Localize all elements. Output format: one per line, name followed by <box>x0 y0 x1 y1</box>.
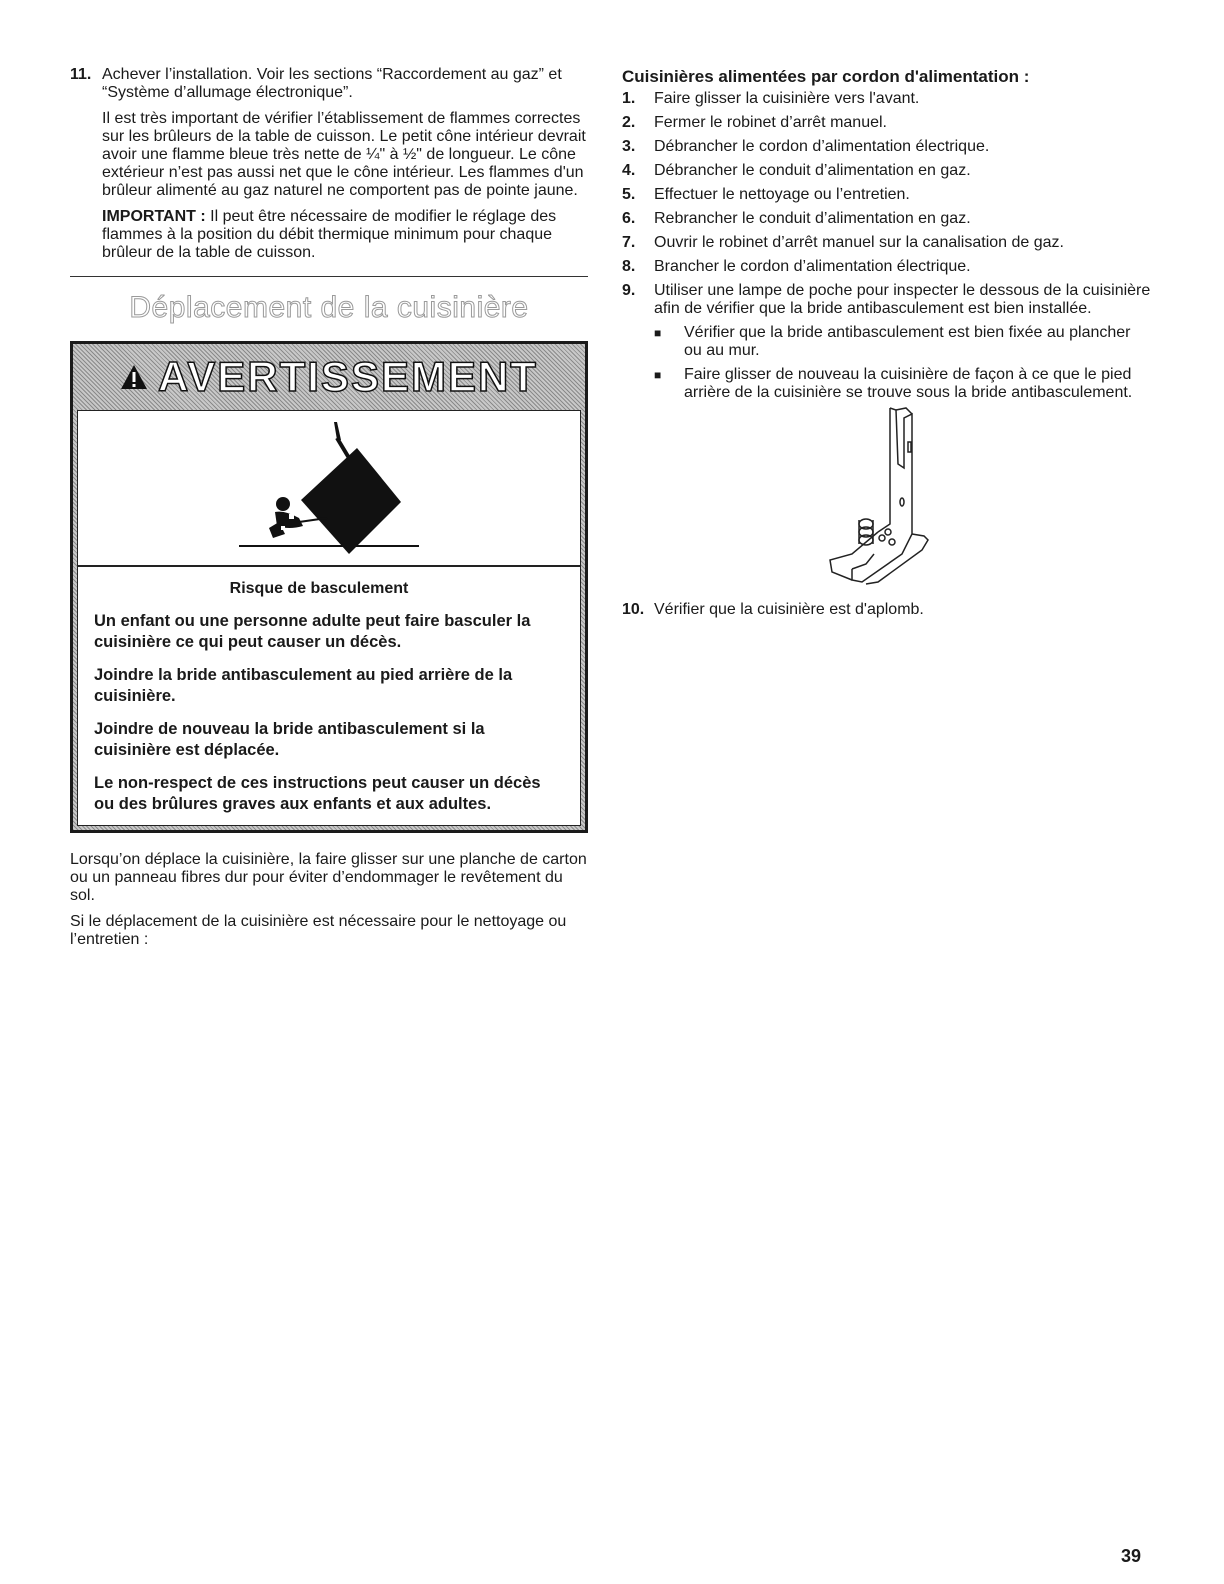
step-11 <box>70 66 588 102</box>
warning-header <box>73 344 585 410</box>
list-step <box>622 258 1152 276</box>
step-text: Achever l’installation. Voir les sections “Raccordement au gaz” et “Système d’allumage électronique”. <box>102 66 562 101</box>
step-number: 5. <box>622 186 636 203</box>
step-text: Rebrancher le conduit d’alimentation en gaz. <box>654 210 971 227</box>
step-text: Faire glisser la cuisinière vers l'avant. <box>654 90 920 107</box>
step-number: 4. <box>622 162 636 179</box>
warning-triangle-icon <box>120 364 148 390</box>
square-bullet-icon: ■ <box>654 368 662 382</box>
step-number: 9. <box>622 282 636 299</box>
step-text: Débrancher le conduit d’alimentation en gaz. <box>654 162 971 179</box>
important-paragraph <box>102 208 588 262</box>
tip-over-illustration <box>77 410 581 566</box>
bullet-text: Faire glisser de nouveau la cuisinière de façon à ce que le pied arrière de la cuisinière se trouve sous la bride antibasculement. <box>684 366 1133 401</box>
warning-header-text: AVERTISSEMENT <box>158 353 538 400</box>
cleaning-paragraph: Si le déplacement de la cuisinière est nécessaire pour le nettoyage ou l’entretien : <box>70 913 567 948</box>
bullet-text: Vérifier que la bride antibasculement est bien fixée au plancher ou au mur. <box>684 324 1131 359</box>
warning-box <box>70 341 588 833</box>
left-column <box>70 66 588 949</box>
list-step <box>622 210 1152 228</box>
warning-line: Le non-respect de ces instructions peut causer un décès ou des brûlures graves aux enfants et aux adultes. <box>94 774 541 813</box>
important-label: IMPORTANT : <box>102 208 206 225</box>
section-title: Déplacement de la cuisinière <box>129 291 529 324</box>
bullet-item <box>654 324 1152 360</box>
list-step <box>622 138 1152 156</box>
list-step <box>622 282 1152 318</box>
bullet-item <box>654 366 1152 402</box>
step-number: 1. <box>622 90 636 107</box>
step-number: 3. <box>622 138 636 155</box>
step-text: Effectuer le nettoyage ou l’entretien. <box>654 186 910 203</box>
list-step <box>622 90 1152 108</box>
list-step <box>622 234 1152 252</box>
list-step <box>622 114 1152 132</box>
warning-title: Risque de basculement <box>229 580 409 597</box>
moving-paragraph: Lorsqu’on déplace la cuisinière, la faire glisser sur une planche de carton ou un panneau fibres dur pour éviter d’endommager le revêtement du sol. <box>70 851 587 904</box>
step-text: Vérifier que la cuisinière est d'aplomb. <box>654 601 924 618</box>
power-cord-heading: Cuisinières alimentées par cordon d'alimentation : <box>622 67 1030 86</box>
section-divider <box>70 276 588 277</box>
step-number: 10. <box>622 601 645 618</box>
step-number: 7. <box>622 234 636 251</box>
step-text: Fermer le robinet d’arrêt manuel. <box>654 114 887 131</box>
warning-line: Joindre de nouveau la bride antibasculement si la cuisinière est déplacée. <box>94 720 485 759</box>
warning-text <box>77 566 581 826</box>
warning-line: Joindre la bride antibasculement au pied arrière de la cuisinière. <box>94 666 513 705</box>
step-text: Utiliser une lampe de poche pour inspecter le dessous de la cuisinière afin de vérifier que la bride antibasculement est bien installée. <box>654 282 1151 317</box>
list-step <box>622 162 1152 180</box>
important-text: Il peut être nécessaire de modifier le réglage des flammes à la position du débit thermique minimum pour chaque brûleur de la table de cuisson. <box>102 208 557 261</box>
tipping-range-icon <box>229 418 429 558</box>
page-number: 39 <box>1120 1546 1141 1566</box>
anti-tip-bracket-icon <box>822 404 962 594</box>
step-text: Débrancher le cordon d’alimentation électrique. <box>654 138 990 155</box>
square-bullet-icon: ■ <box>654 326 662 340</box>
right-column <box>622 66 1152 619</box>
step-text: Ouvrir le robinet d’arrêt manuel sur la canalisation de gaz. <box>654 234 1064 251</box>
list-step <box>622 186 1152 204</box>
step-text: Brancher le cordon d’alimentation électrique. <box>654 258 971 275</box>
flame-paragraph: Il est très important de vérifier l’établissement de flammes correctes sur les brûleurs de la table de cuisson. Le petit cône intérieur devrait avoir une flamme bleue très nette de ¼" à ½" de longueur. Le cône extérieur n’est pas aussi net que le cône intérieur. Les flammes d'un brûleur alimenté au gaz naturel ne comportent pas de pointe jaune. <box>102 110 586 199</box>
step-number: 8. <box>622 258 636 275</box>
step-number: 2. <box>622 114 636 131</box>
step-number: 11. <box>70 66 92 83</box>
warning-line: Un enfant ou une personne adulte peut faire basculer la cuisinière ce qui peut causer un décès. <box>94 612 531 651</box>
list-step <box>622 601 1152 619</box>
step-number: 6. <box>622 210 636 227</box>
